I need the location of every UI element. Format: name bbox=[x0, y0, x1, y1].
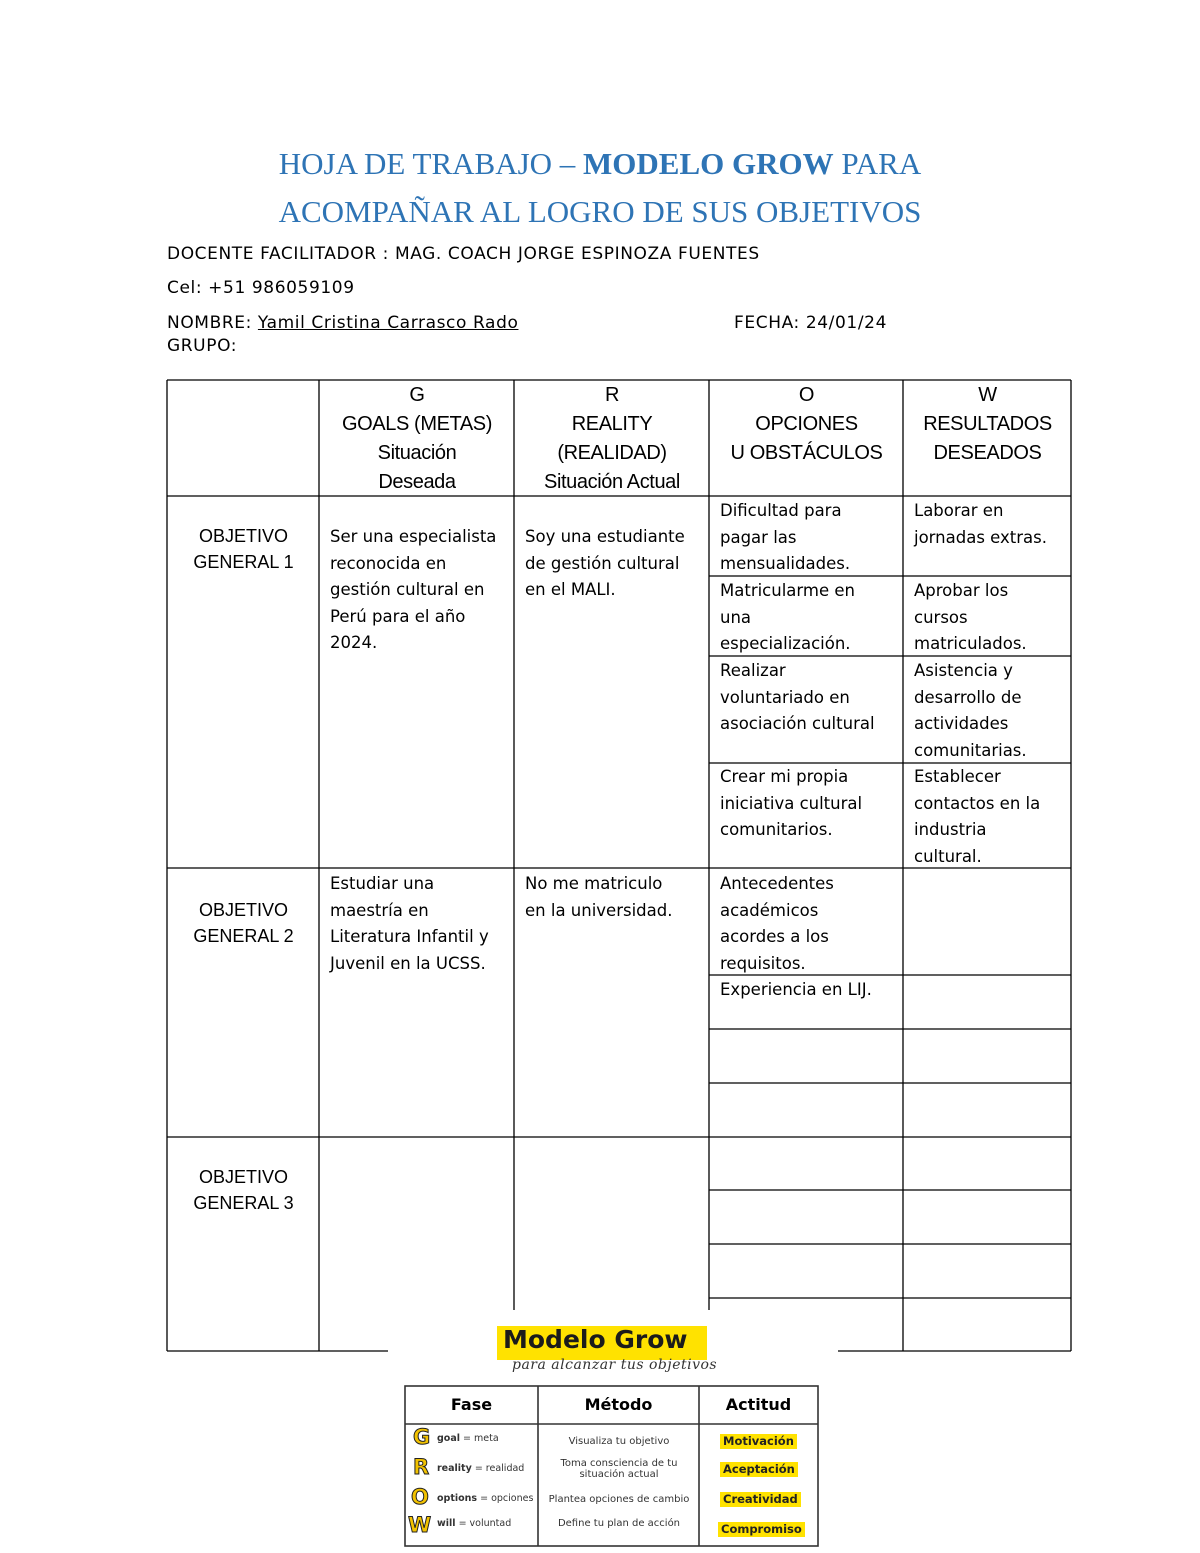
grow-logo: Modelo Grow bbox=[497, 1326, 707, 1360]
grow-letter-g: G bbox=[413, 1425, 431, 1449]
nombre-value: Yamil Cristina Carrasco Rado bbox=[257, 313, 519, 333]
grow-word-will: will = voluntad bbox=[437, 1518, 512, 1529]
objective-1-option-4: Crear mi propia iniciativa cultural comunitarios. bbox=[720, 767, 863, 839]
objective-1-reality: Soy una estudiante de gestión cultural en el MALI. bbox=[525, 527, 685, 599]
grow-method-4: Define tu plan de acción bbox=[557, 1518, 681, 1529]
header-results: W RESULTADOS DESEADOS bbox=[923, 384, 1052, 464]
grow-tagline: para alcanzar tus objetivos bbox=[512, 1357, 718, 1373]
grow-letter-w: W bbox=[408, 1513, 432, 1537]
grow-attitude-3: Creatividad bbox=[720, 1492, 801, 1507]
header-goals: G GOALS (METAS) Situación Deseada bbox=[341, 384, 492, 493]
objective-1-option-2: Matricularme en una especialización. bbox=[720, 581, 855, 653]
objective-1-result-1: Laborar en jornadas extras. bbox=[914, 501, 1047, 547]
docente-line: DOCENTE FACILITADOR : MAG. COACH JORGE ESPINOZA FUENTES bbox=[167, 244, 760, 264]
grow-col-fase: Fase bbox=[450, 1395, 493, 1414]
objective-1-result-4: Establecer contactos en la industria cultural. bbox=[914, 767, 1041, 866]
grow-method-1: Visualiza tu objetivo bbox=[568, 1436, 670, 1447]
grow-method-2: Toma consciencia de tu situación actual bbox=[560, 1458, 678, 1480]
grow-attitude-2: Aceptación bbox=[720, 1462, 798, 1477]
objective-3-label: OBJETIVO GENERAL 3 bbox=[193, 1167, 294, 1213]
objective-2-option-2: Experiencia en LIJ. bbox=[720, 980, 872, 999]
objective-1-goal: Ser una especialista reconocida en gestión cultural en Perú para el año 2024. bbox=[330, 527, 497, 652]
grow-letter-r: R bbox=[413, 1455, 430, 1479]
objective-2-goal: Estudiar una maestría en Literatura Infantil y Juvenil en la UCSS. bbox=[330, 874, 489, 973]
grow-letter-o: O bbox=[411, 1485, 429, 1509]
grow-attitude-1: Motivación bbox=[720, 1434, 797, 1449]
objective-2-label: OBJETIVO GENERAL 2 bbox=[193, 900, 294, 946]
grow-method-3: Plantea opciones de cambio bbox=[548, 1494, 690, 1505]
grow-word-reality: reality = realidad bbox=[437, 1463, 525, 1474]
grupo-line: GRUPO: bbox=[167, 336, 238, 356]
grow-attitude-4: Compromiso bbox=[718, 1522, 805, 1537]
header-reality: R REALITY (REALIDAD) Situación Actual bbox=[544, 384, 680, 493]
objective-2-option-1: Antecedentes académicos acordes a los requisitos. bbox=[720, 874, 834, 973]
objective-1-option-1: Dificultad para pagar las mensualidades. bbox=[720, 501, 851, 573]
objective-1-result-2: Aprobar los cursos matriculados. bbox=[914, 581, 1027, 653]
objective-2-reality: No me matriculo en la universidad. bbox=[525, 874, 673, 920]
grow-col-actitud: Actitud bbox=[725, 1395, 792, 1414]
grow-word-options: options = opciones bbox=[437, 1493, 534, 1504]
header-options: O OPCIONES U OBSTÁCULOS bbox=[730, 384, 883, 464]
title-line-1: HOJA DE TRABAJO – MODELO GROW PARA bbox=[278, 146, 922, 181]
cel-line: Cel: +51 986059109 bbox=[167, 278, 355, 298]
grow-col-metodo: Método bbox=[584, 1395, 653, 1414]
fecha-line: FECHA: 24/01/24 bbox=[734, 313, 887, 333]
fecha-value: 24/01/24 bbox=[805, 313, 887, 333]
title-line-2: ACOMPAÑAR AL LOGRO DE SUS OBJETIVOS bbox=[278, 194, 922, 229]
nombre-line: NOMBRE: Yamil Cristina Carrasco Rado bbox=[167, 313, 519, 333]
objective-1-result-3: Asistencia y desarrollo de actividades comunitarias. bbox=[914, 661, 1027, 760]
grow-word-goal: goal = meta bbox=[437, 1433, 499, 1444]
objective-1-option-3: Realizar voluntariado en asociación cultural bbox=[720, 661, 875, 733]
objective-1-label: OBJETIVO GENERAL 1 bbox=[193, 526, 294, 572]
